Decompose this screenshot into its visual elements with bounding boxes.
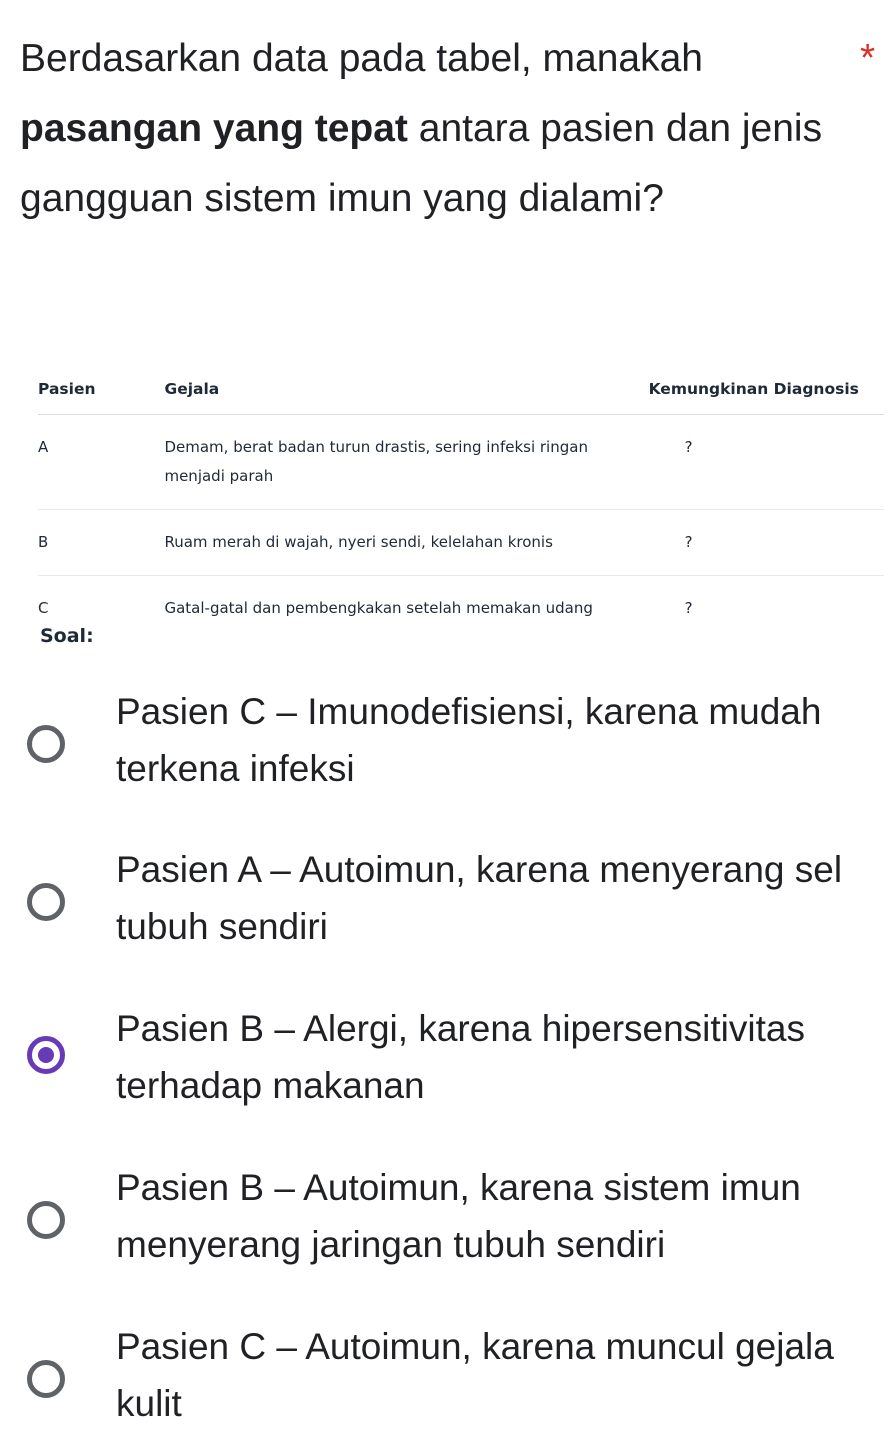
required-asterisk: * [860,37,876,80]
radio-button[interactable] [27,1201,65,1239]
soal-label: Soal: [40,625,94,647]
table-cell-gejala: Demam, berat badan turun drastis, sering infeksi ringan menjadi parah [164,415,636,510]
table-row [38,576,884,642]
option-label[interactable]: Pasien B – Alergi, karena hipersensitivitas terhadap makanan [116,1008,805,1106]
radio-button[interactable] [27,883,65,921]
option-label[interactable]: Pasien B – Autoimun, karena sistem imun menyerang jaringan tubuh sendiri [116,1167,801,1265]
table-cell-gejala: Ruam merah di wajah, nyeri sendi, kelelahan kronis [164,510,636,576]
table-header-diagnosis: Kemungkinan Diagnosis [637,374,884,415]
option-5[interactable] [0,1318,891,1440]
option-1[interactable] [0,683,891,823]
table-cell-gejala: Gatal-gatal dan pembengkakan setelah memakan udang [164,599,593,617]
table-cell-diagnosis: ? [684,599,693,617]
option-4[interactable] [0,1159,891,1299]
table-header-pasien: Pasien [38,374,164,415]
question-title [20,24,850,234]
table-cell-pasien: A [38,415,164,510]
option-label[interactable]: Pasien C – Autoimun, karena muncul gejala kulit [116,1326,834,1424]
table-cell-diagnosis: ? [637,510,884,576]
option-label[interactable]: Pasien C – Imunodefisiensi, karena mudah terkena infeksi [116,691,822,789]
table-header-gejala: Gejala [164,374,636,415]
question-text-bold: pasangan yang tepat [20,107,408,150]
option-3[interactable] [0,1000,891,1140]
radio-button[interactable] [27,1360,65,1398]
table-row [38,415,884,510]
question-text-1: Berdasarkan data pada tabel, manakah [20,37,703,80]
option-2[interactable] [0,841,891,981]
table-cell-pasien: B [38,510,164,576]
table-cell-diagnosis: ? [637,415,884,510]
question-text-2: antara pasien dan jenis gangguan sistem imun yang dialami? [20,107,823,220]
table-cell-pasien: C [38,599,49,617]
table-header-row [38,374,884,415]
patient-table [38,374,884,641]
radio-button[interactable] [27,725,65,763]
table-row [38,510,884,576]
radio-button-selected[interactable] [27,1036,65,1074]
option-label[interactable]: Pasien A – Autoimun, karena menyerang sel tubuh sendiri [116,849,843,947]
